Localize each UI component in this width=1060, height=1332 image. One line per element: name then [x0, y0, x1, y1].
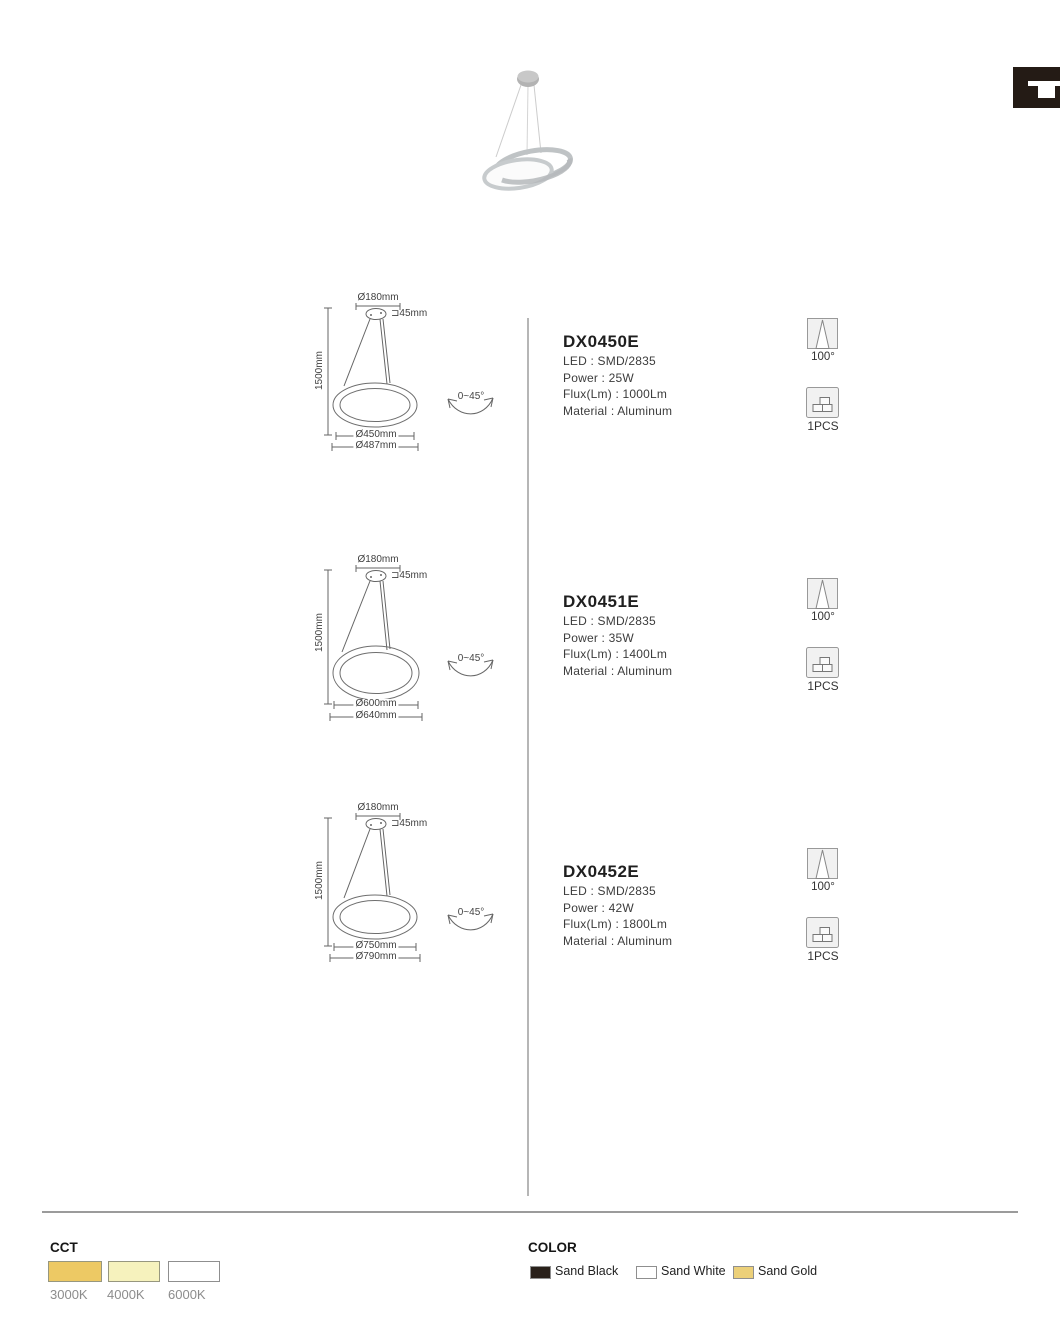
line-drawing — [300, 802, 510, 983]
beam-angle-icon — [807, 578, 838, 614]
spec-led: LED : SMD/2835 — [563, 884, 656, 898]
tilt-range-label: 0~45° — [457, 653, 485, 664]
packing-qty: 1PCS — [807, 419, 839, 433]
spec-material: Material : Aluminum — [563, 403, 673, 418]
footer-divider — [42, 1211, 1018, 1213]
packing-icon — [806, 387, 839, 423]
beam-angle-icon — [807, 318, 838, 354]
beam-angle-icon — [807, 848, 838, 884]
line-drawing — [300, 554, 510, 735]
canopy-height-label: ⊐45mm — [391, 308, 428, 319]
product-photo — [455, 55, 605, 205]
canopy-height-label: ⊐45mm — [391, 570, 428, 581]
spec-list — [563, 353, 672, 419]
packing-qty: 1PCS — [807, 679, 839, 693]
spec-material: Material : Aluminum — [563, 933, 673, 948]
spec-flux: Flux(Lm) : 1800Lm — [563, 917, 668, 931]
dimension-diagram — [300, 554, 510, 735]
spec-led: LED : SMD/2835 — [563, 614, 656, 628]
model-number: DX0450E — [563, 332, 640, 351]
beam-angle-value: 100° — [811, 351, 835, 363]
packing-icon — [806, 647, 839, 683]
finish-chip — [530, 1266, 551, 1279]
spec-list — [563, 613, 672, 679]
cct-label-3000k: 3000K — [50, 1287, 88, 1302]
spec-flux: Flux(Lm) : 1400Lm — [563, 647, 668, 661]
spec-led: LED : SMD/2835 — [563, 354, 656, 368]
model-number: DX0451E — [563, 592, 640, 611]
finish-chip — [733, 1266, 754, 1279]
cct-swatch-6000k — [168, 1261, 220, 1282]
cct-label-4000k: 4000K — [107, 1287, 145, 1302]
ring-diameter-label: Ø600mm — [355, 698, 397, 709]
product-row — [0, 554, 1060, 814]
tilt-range-label: 0~45° — [457, 391, 485, 402]
product-row — [0, 802, 1060, 1084]
spec-power: Power : 35W — [563, 630, 634, 645]
dimension-diagram — [300, 802, 510, 983]
canopy-diameter-label: Ø180mm — [357, 802, 399, 813]
finish-label: Sand White — [661, 1264, 726, 1278]
dimension-diagram — [300, 292, 510, 473]
spec-flux: Flux(Lm) : 1000Lm — [563, 387, 668, 401]
beam-angle-value: 100° — [811, 611, 835, 623]
spec-list — [563, 883, 672, 949]
overall-diameter-label: Ø790mm — [355, 951, 397, 962]
cct-swatch-3000k — [48, 1261, 102, 1282]
beam-angle-value: 100° — [811, 881, 835, 893]
ring-diameter-label: Ø750mm — [355, 940, 397, 951]
cct-swatch-4000k — [108, 1261, 160, 1282]
cct-section-title: CCT — [50, 1240, 78, 1255]
packing-icon — [806, 917, 839, 953]
finish-chip — [636, 1266, 657, 1279]
cct-label-6000k: 6000K — [168, 1287, 206, 1302]
canopy-diameter-label: Ø180mm — [357, 292, 399, 303]
finish-label: Sand Black — [555, 1264, 619, 1278]
spec-material: Material : Aluminum — [563, 663, 673, 678]
spec-power: Power : 42W — [563, 900, 634, 915]
tilt-range-label: 0~45° — [457, 907, 485, 918]
spec-power: Power : 25W — [563, 370, 634, 385]
product-row — [0, 294, 1060, 554]
suspension-length-label: 1500mm — [314, 613, 325, 652]
overall-diameter-label: Ø640mm — [355, 710, 397, 721]
canopy-height-label: ⊐45mm — [391, 818, 428, 829]
finish-label: Sand Gold — [758, 1264, 818, 1278]
ring-diameter-label: Ø450mm — [355, 429, 397, 440]
brand-logo-box — [1038, 85, 1055, 98]
canopy-diameter-label: Ø180mm — [357, 554, 399, 565]
brand-logo — [1013, 67, 1060, 108]
line-drawing — [300, 292, 510, 473]
packing-qty: 1PCS — [807, 949, 839, 963]
color-section-title: COLOR — [528, 1240, 577, 1255]
pendant-render-art — [455, 55, 605, 205]
suspension-length-label: 1500mm — [314, 861, 325, 900]
model-number: DX0452E — [563, 862, 640, 881]
suspension-length-label: 1500mm — [314, 351, 325, 390]
overall-diameter-label: Ø487mm — [355, 440, 397, 451]
